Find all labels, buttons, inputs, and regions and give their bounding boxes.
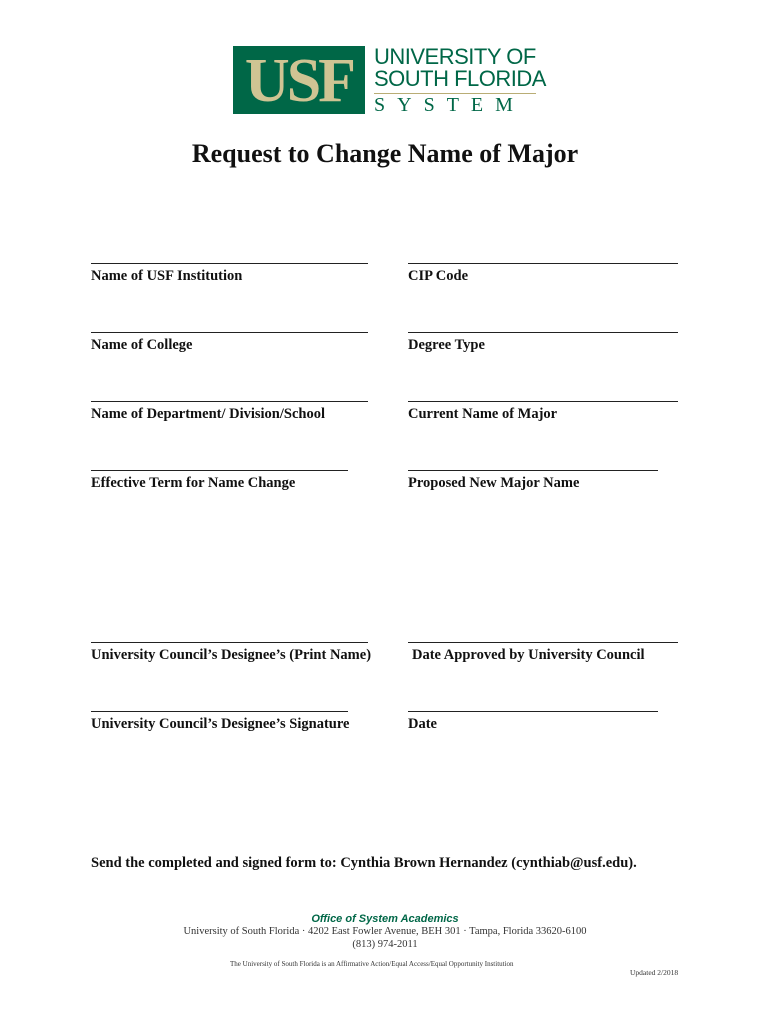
logo-line-system: SYSTEM <box>374 94 525 116</box>
footer-updated-date: Updated 2/2018 <box>630 968 679 977</box>
field-current-major-name[interactable] <box>408 388 678 423</box>
field-designee-signature-line[interactable] <box>91 698 348 712</box>
field-college-line[interactable] <box>91 319 368 333</box>
page-title: Request to Change Name of Major <box>191 139 579 168</box>
usf-logo-mark-text: USF <box>244 47 354 115</box>
field-designee-print-name-line[interactable] <box>91 629 368 643</box>
field-date[interactable] <box>408 698 658 733</box>
field-department-label: Name of Department/ Division/School <box>91 406 325 422</box>
field-degree-type[interactable] <box>408 319 678 354</box>
field-effective-term-label: Effective Term for Name Change <box>91 475 296 491</box>
logo-line-university-of: UNIVERSITY OF <box>374 44 536 69</box>
field-proposed-major-name-line[interactable] <box>408 457 658 471</box>
field-designee-signature-label: University Council’s Designee’s Signature <box>91 716 350 732</box>
usf-logo-wordmark <box>374 46 546 115</box>
field-college-label: Name of College <box>91 337 193 353</box>
field-designee-print-name[interactable] <box>91 629 372 664</box>
field-cip-code-line[interactable] <box>408 250 678 264</box>
field-degree-type-label: Degree Type <box>408 337 485 353</box>
footer-office-name: Office of System Academics <box>311 913 459 925</box>
field-proposed-major-name-label: Proposed New Major Name <box>408 475 580 491</box>
logo-line-south-florida: SOUTH FLORIDA <box>374 66 546 91</box>
field-date-approved[interactable] <box>408 629 678 664</box>
field-department[interactable] <box>91 388 368 423</box>
field-cip-code-label: CIP Code <box>408 268 469 284</box>
field-effective-term-line[interactable] <box>91 457 348 471</box>
field-current-major-name-line[interactable] <box>408 388 678 402</box>
field-usf-institution[interactable] <box>91 250 368 285</box>
field-usf-institution-line[interactable] <box>91 250 368 264</box>
footer-equal-opportunity-statement: The University of South Florida is an Affirmative Action/Equal Access/Equal Opportunity Institution <box>230 960 514 968</box>
field-designee-print-name-label: University Council’s Designee’s (Print Name) <box>91 647 372 663</box>
field-college[interactable] <box>91 319 368 354</box>
field-usf-institution-label: Name of USF Institution <box>91 268 243 284</box>
field-date-approved-line[interactable] <box>408 629 678 643</box>
footer-phone: (813) 974-2011 <box>352 939 418 950</box>
submission-instructions: Send the completed and signed form to: Cynthia Brown Hernandez (cynthiab@usf.edu). <box>91 855 637 871</box>
field-cip-code[interactable] <box>408 250 678 285</box>
usf-logo-mark <box>233 46 365 114</box>
field-date-label: Date <box>408 716 437 732</box>
footer <box>0 913 770 951</box>
field-proposed-major-name[interactable] <box>408 457 658 492</box>
field-date-line[interactable] <box>408 698 658 712</box>
field-degree-type-line[interactable] <box>408 319 678 333</box>
field-designee-signature[interactable] <box>91 698 348 733</box>
field-effective-term[interactable] <box>91 457 348 492</box>
field-department-line[interactable] <box>91 388 368 402</box>
field-date-approved-label: Date Approved by University Council <box>412 647 645 663</box>
footer-address: University of South Florida · 4202 East Fowler Avenue, BEH 301 · Tampa, Florida 33620-6100 <box>183 926 587 937</box>
field-current-major-name-label: Current Name of Major <box>408 406 558 422</box>
usf-system-logo <box>233 44 546 116</box>
